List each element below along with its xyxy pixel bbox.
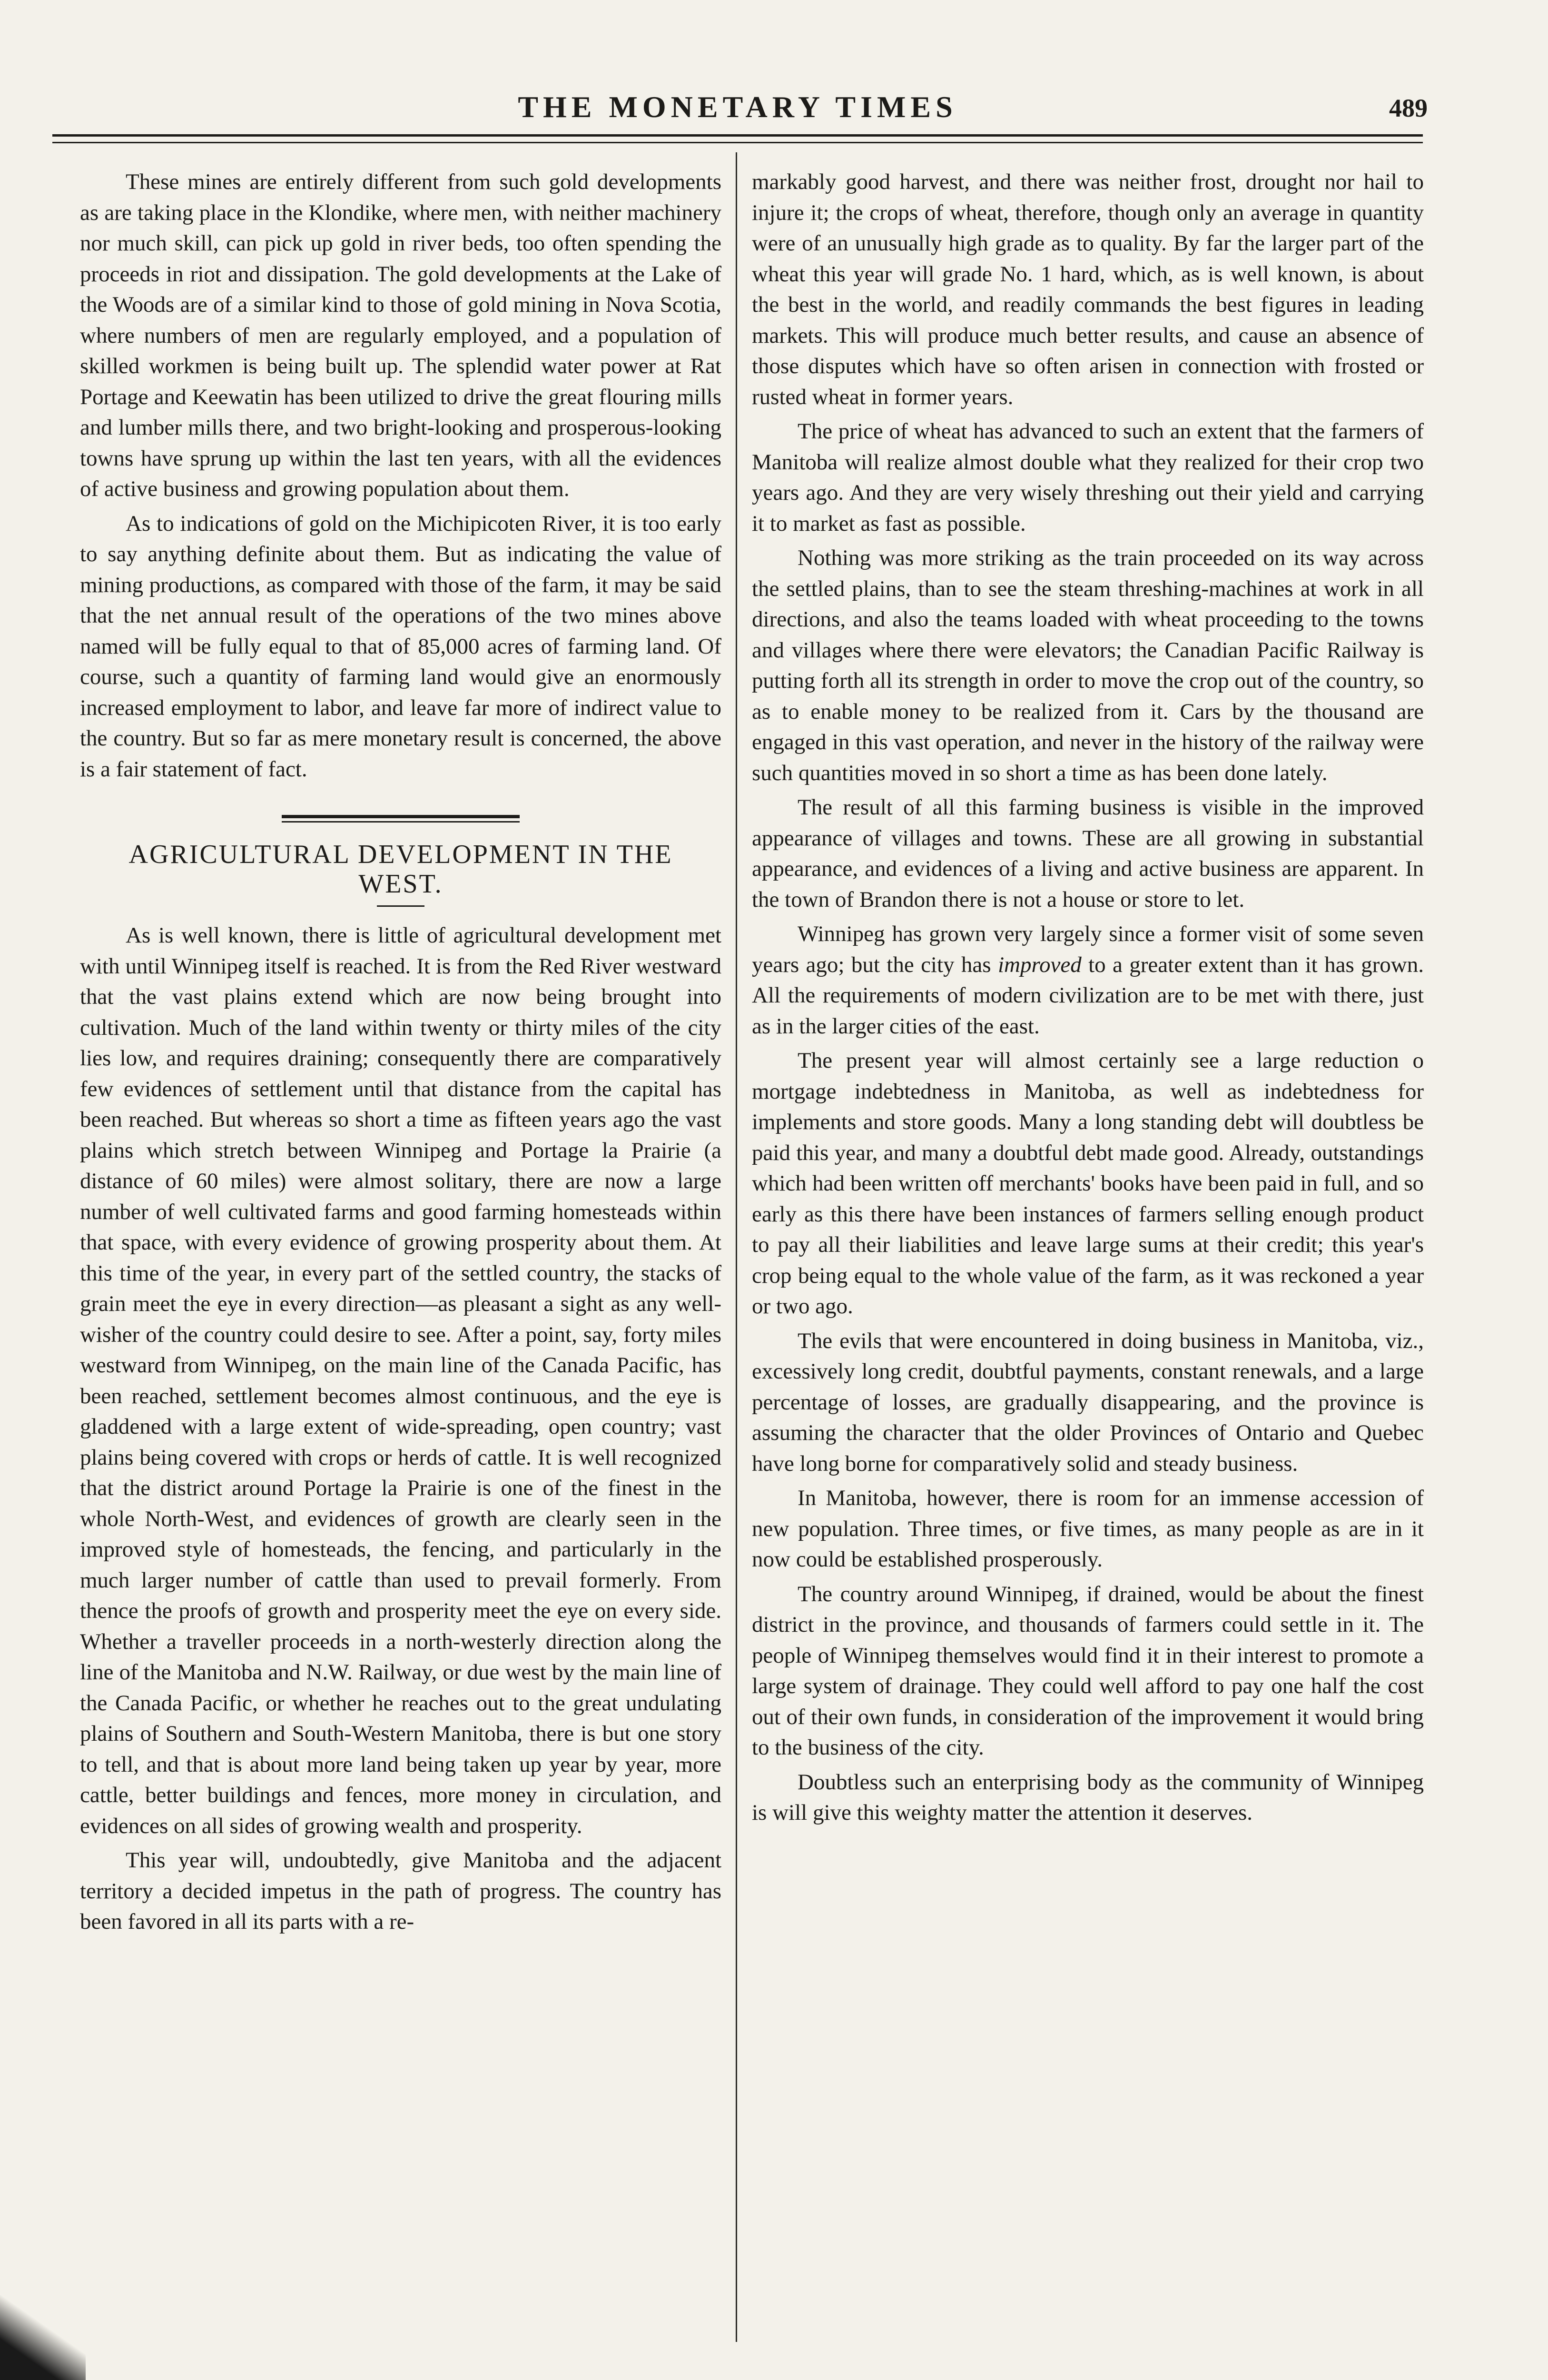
article-paragraph: The evils that were encountered in doing business in Manitoba, viz., excessively long credit, doubtful payments, constant renewals, and a large percentage of losses, are gradually disappearing, and the province is assuming the character that the older Provinces of Ontario and Quebec have long borne for comparatively solid and steady business. xyxy=(752,1328,1424,1476)
article-paragraph: The price of wheat has advanced to such an extent that the farmers of Manitoba will realize almost double what they realized for their crop two years ago. And they are very wisely threshing out their yield and carrying it to market as fast as possible. xyxy=(752,419,1424,536)
text-run: Winnipeg has grown very largely since a former visit of some seven years ago; but the city has xyxy=(752,922,1424,977)
header-rule xyxy=(52,134,1423,137)
text-run: to a greater extent than it has grown. All the requirements of modern civilization are to be met with there, just as in the larger cities of the east. xyxy=(752,952,1424,1039)
header-rule-thin xyxy=(52,142,1423,143)
article-paragraph: Nothing was more striking as the train proceeded on its way across the settled plains, than to see the steam threshing-machines at work in all directions, and also the teams loaded with wheat proceeding to the towns and villages where there were elevators; the Canadian Pacific Railway is putting forth all its strength in order to move the crop out of the country, so as to enable money to be realized from it. Cars by the thousand are engaged in this vast operation, and never in the history of the railway were such quantities moved in so short a time as has been done lately. xyxy=(752,545,1424,785)
article-paragraph: This year will, undoubtedly, give Manitoba and the adjacent territory a decided impetus in the path of progress. The country has been favored in all its parts with a re- xyxy=(80,1848,721,1934)
heading-underline xyxy=(377,905,424,907)
section-heading xyxy=(80,840,721,899)
article-paragraph: These mines are entirely different from such gold developments as are taking place in the Klondike, where men, with neither machinery nor much skill, can pick up gold in river beds, too often spending the proceeds in riot and dissipation. The gold developments at the Lake of the Woods are of a similar kind to those of gold mining in Nova Scotia, where numbers of men are regularly employed, and a population of skilled workmen is being built up. The splendid water power at Rat Portage and Keewatin has been utilized to drive the great flouring mills and lumber mills there, and two bright-looking and prosperous-looking towns have sprung up within the last ten years, with all the evidences of active business and growing population about them. xyxy=(80,169,721,501)
masthead-title: THE MONETARY TIMES xyxy=(518,90,957,124)
article-paragraph: markably good harvest, and there was neither frost, drought nor hail to injure it; the crops of wheat, therefore, though only an average in quantity were of an unusually high grade as to quality. By far the larger part of the wheat this year will grade No. 1 hard, which, as is well known, is about the best in the world, and readily commands the best figures in leading markets. This will produce much better results, and cause an absence of those disputes which have so often arisen in connection with frosted or rusted wheat in former years. xyxy=(752,169,1424,409)
article-paragraph: As to indications of gold on the Michipicoten River, it is too early to say anything definite about them. But as indicating the value of mining productions, as compared with those of the farm, it may be said that the net annual result of the operations of the two mines above named will be fully equal to that of 85,000 acres of farming land. Of course, such a quantity of farming land would give an enormously increased employment to labor, and leave far more of indirect value to the country. But so far as mere monetary result is concerned, the above is a fair statement of fact. xyxy=(80,511,721,782)
left-column xyxy=(80,167,721,1941)
article-paragraph: The result of all this farming business is visible in the improved appearance of villages and towns. These are all growing in substantial appearance, and evidences of a living and active business are apparent. In the town of Brandon there is not a house or store to let. xyxy=(752,795,1424,912)
section-heading-line: WEST. xyxy=(358,869,443,899)
column-divider xyxy=(736,152,737,2342)
article-paragraph xyxy=(752,919,1424,1041)
article-paragraph: In Manitoba, however, there is room for an immense accession of new population. Three times, or five times, as many people as are in it now could be established prosperously. xyxy=(752,1486,1424,1572)
article-paragraph: The country around Winnipeg, if drained, would be about the finest district in the province, and thousands of farmers could settle in it. The people of Winnipeg themselves would find it in their interest to promote a large system of drainage. They could well afford to pay one half the cost out of their own funds, in consideration of the improvement it would bring to the business of the city. xyxy=(752,1581,1424,1760)
scan-shadow xyxy=(0,2294,86,2380)
section-divider-thin xyxy=(282,821,520,823)
section-divider xyxy=(282,815,520,818)
article-paragraph: The present year will almost certainly see a large reduction o mortgage indebtedness in Manitoba, as well as indebtedness for implements and store goods. Many a long standing debt will doubtless be paid this year, and many a doubtful debt made good. Already, outstandings which had been written off merchants' books have been paid in full, and so early as this there have been instances of farmers selling enough product to pay all their liabilities and leave large sums at their credit; this year's crop being equal to the whole value of the farm, as it was reckoned a year or two ago. xyxy=(752,1048,1424,1319)
article-paragraph: Doubtless such an enterprising body as the community of Winnipeg is will give this weighty matter the attention it deserves. xyxy=(752,1769,1424,1825)
section-heading-line: AGRICULTURAL DEVELOPMENT IN THE xyxy=(128,840,673,869)
italic-word: improved xyxy=(997,952,1082,977)
page-number: 489 xyxy=(1389,94,1428,122)
article-paragraph: As is well known, there is little of agricultural development met with until Winnipeg itself is reached. It is from the Red River westward that the vast plains extend which are now being brought into cultivation. Much of the land within twenty or thirty miles of the city lies low, and requires draining; consequently there are comparatively few evidences of settlement until that distance from the capital has been reached. But whereas so short a time as fifteen years ago the vast plains which stretch between Winnipeg and Portage la Prairie (a distance of 60 miles) were almost solitary, there are now a large number of well cultivated farms and good farming homesteads within that space, with every evidence of growing prosperity about them. At this time of the year, in every part of the settled country, the stacks of grain meet the eye in every direction—as pleasant a sight as any well-wisher of the country could desire to see. After a point, say, forty miles westward from Winnipeg, on the main line of the Canada Pacific, has been reached, settlement becomes almost continuous, and the eye is gladdened with a large extent of wide-spreading, open country; vast plains being covered with crops or herds of cattle. It is well recognized that the district around Portage la Prairie is one of the finest in the whole North-West, and evidences of growth are clearly seen in the improved style of homesteads, the fencing, and particularly in the much larger number of cattle than used to prevail formerly. From thence the proofs of growth and prosperity meet the eye on every side. Whether a traveller proceeds in a north-westerly direction along the line of the Manitoba and N.W. Railway, or due west by the main line of the Canada Pacific, or whether he reaches out to the great undulating plains of Southern and South-Western Manitoba, there is but one story to tell, and that is about more land being taken up year by year, more cattle, better buildings and fences, more money in circulation, and evidences on all sides of growing wealth and prosperity. xyxy=(80,923,721,1838)
right-column xyxy=(752,167,1424,1832)
